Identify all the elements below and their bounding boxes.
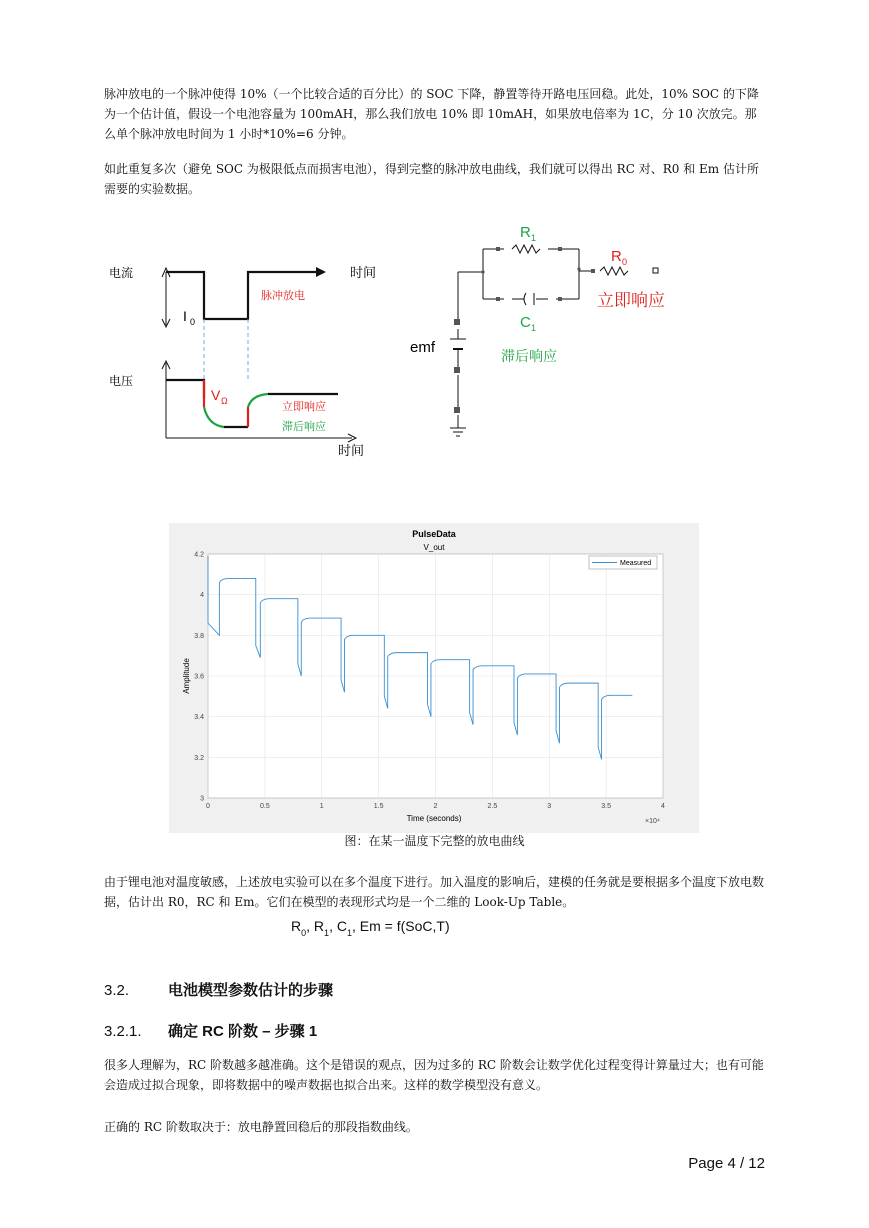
voltage-label: 电压: [109, 374, 134, 388]
y-tick-label: 3.6: [194, 673, 204, 681]
current-label: 电流: [109, 266, 134, 280]
formula: $R_0$, $R_1$, $C_1$, Em = f(SoC,T): [291, 918, 450, 938]
svg-text:Ω: Ω: [221, 396, 228, 406]
instant-response-label: 立即响应: [282, 401, 326, 413]
x-scale-note: ×10⁴: [645, 818, 660, 825]
legend: [589, 556, 657, 569]
y-tick-label: 3.4: [194, 714, 204, 722]
instant-response-big: 立即响应: [597, 291, 665, 310]
y-tick-label: 4: [200, 592, 204, 600]
x-tick-label: 1.5: [373, 803, 384, 810]
paragraph-correct-order: 正确的 RC 阶数取决于：放电静置回稳后的那段指数曲线。: [104, 1120, 418, 1134]
y-tick-label: 3.2: [194, 754, 204, 762]
r0-label: R: [611, 248, 622, 265]
legend-measured: Measured: [620, 560, 652, 567]
svg-text:1: 1: [531, 233, 537, 243]
page-footer: Page 4 / 12: [688, 1155, 765, 1172]
figure-caption: 图：在某一温度下完整的放电曲线: [344, 834, 525, 848]
svg-text:1: 1: [531, 323, 537, 333]
v-omega-label: V: [211, 387, 221, 403]
pulse-discharge-chart: [169, 523, 699, 833]
paragraph-repeat: 如此重复多次（避免 SOC 为极限低点而损害电池），得到完整的脉冲放电曲线，我们就可以得出 RC 对、R0 和 Em 估计所需要的实验数据。: [104, 162, 759, 196]
paragraph-rc-order: 很多人理解为，RC 阶数越多越准确。这个是错误的观点，因为过多的 RC 阶数会让数学优化过程变得计算量过大；也有可能会造成过拟合现象，即将数据中的噪声数据也拟合出来。这样的数学模型没有意义。: [104, 1058, 764, 1092]
section-heading-3-2: 3.2. 电池模型参数估计的步骤: [104, 982, 334, 999]
time-label-1: 时间: [350, 265, 377, 280]
pulse-discharge-label: 脉冲放电: [261, 290, 305, 302]
emf-label: emf: [410, 339, 436, 356]
paragraph-temperature: 由于锂电池对温度敏感，上述放电实验可以在多个温度下进行。加入温度的影响后，建模的任务就是要根据多个温度下放电数据，估计出 R0，RC 和 Em。它们在模型的表现形式均是一个二维的 Look-Up Table。: [104, 875, 765, 909]
i0-label: I: [183, 308, 187, 324]
y-tick-label: 3.8: [194, 632, 204, 640]
x-tick-label: 3: [547, 803, 552, 810]
x-tick-label: 1: [319, 803, 324, 810]
x-tick-label: 2.5: [487, 803, 498, 810]
x-tick-label: 4: [661, 803, 665, 810]
chart-title: PulseData: [412, 529, 456, 539]
rc-circuit: [450, 245, 628, 436]
delayed-response-big: 滞后响应: [501, 348, 557, 364]
x-tick-label: 0: [206, 803, 210, 810]
delayed-drop: [204, 407, 224, 427]
r1-label: R: [520, 224, 531, 241]
x-tick-label: 2: [433, 803, 438, 810]
c1-label: C: [520, 314, 531, 331]
time-axis-arrow: [316, 267, 326, 277]
paragraph-pulse-discharge: 脉冲放电的一个脉冲使得 10%（一个比较合适的百分比）的 SOC 下降，静置等待开路电压回稳。此处，10% SOC 的下降为一个估计值，假设一个电池容量为 100mAH，那么我们放电 10% 即 10mAH，如果放电倍率为 1C，分 10 次放完。那么单个脉冲放电时间为 1 小时*10%=6 分钟。: [104, 87, 759, 141]
x-axis-label: Time (seconds): [406, 814, 462, 823]
x-tick-label: 3.5: [601, 803, 611, 810]
pulse-circuit-diagram: [100, 215, 700, 465]
y-axis-label: Amplitude: [182, 658, 191, 694]
delayed-response-label: 滞后响应: [282, 421, 326, 433]
y-tick-label: 4.2: [194, 551, 204, 559]
chart-subtitle: V_out: [423, 543, 445, 552]
section-heading-3-2-1: 3.2.1. 确定 RC 阶数 – 步骤 1: [104, 1023, 318, 1040]
svg-text:0: 0: [190, 317, 196, 327]
y-tick-label: 3: [200, 795, 204, 803]
svg-text:0: 0: [622, 257, 628, 267]
x-tick-label: 0.5: [260, 803, 270, 810]
time-label-2: 时间: [338, 443, 365, 458]
